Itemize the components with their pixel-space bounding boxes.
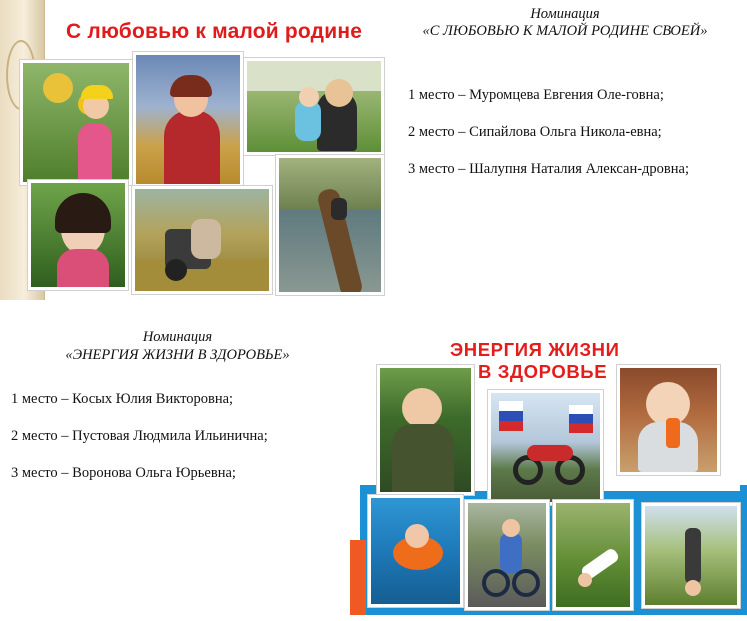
collage-title-line-2: В ЗДОРОВЬЕ [478,361,608,382]
nomination-energy-health [10,328,345,364]
collage-title-love-homeland: С любовью к малой родине [66,20,363,43]
photo-child-cartwheel [553,500,633,610]
photo-girl-sunflowers [20,60,132,185]
winner-place-2: 2 место – Пустовая Людмила Ильинична; [11,428,268,444]
photo-girl-portrait-leaves [28,180,128,290]
winner-place-1: 1 место – Муромцева Евгения Оле-говна; [408,87,664,103]
photo-toddler-bottle [617,365,720,475]
winner-place-1: 1 место – Косых Юлия Викторовна; [11,391,234,407]
photo-handstand-field [642,503,740,608]
photo-boy-forest [377,365,474,495]
photo-mother-child-nature [244,58,384,155]
collage-energy-health [350,335,747,621]
nomination-name: «С ЛЮБОВЬЮ К МАЛОЙ РОДИНЕ СВОЕЙ» [422,23,708,39]
nomination-name: «ЭНЕРГИЯ ЖИЗНИ В ЗДОРОВЬЕ» [65,347,290,363]
nomination-love-homeland [400,6,730,40]
nomination-label: Номинация [142,329,213,345]
collage-love-homeland [0,0,395,300]
winner-place-2: 2 место – Сипайлова Ольга Никола-евна; [408,124,662,140]
collage-title-line-1: ЭНЕРГИЯ ЖИЗНИ [450,339,620,360]
photo-boat-river [276,155,384,295]
photo-motorcycles-flags [488,390,603,505]
winner-place-3: 3 место – Шалупня Наталия Алексан-дровна; [408,161,689,177]
nomination-label: Номинация [530,6,600,22]
winner-place-3: 3 место – Воронова Ольга Юрьевна; [11,465,236,481]
winners-list-energy-health [11,388,351,499]
photo-haymaking-tractor [132,186,272,294]
collage-title-energy-health [450,339,620,383]
orange-stripe-decoration [350,540,366,615]
photo-boy-bicycle [465,500,549,610]
winners-list-love-homeland [408,84,728,195]
photo-woman-haystack [133,52,243,187]
photo-child-swimming [368,495,463,607]
